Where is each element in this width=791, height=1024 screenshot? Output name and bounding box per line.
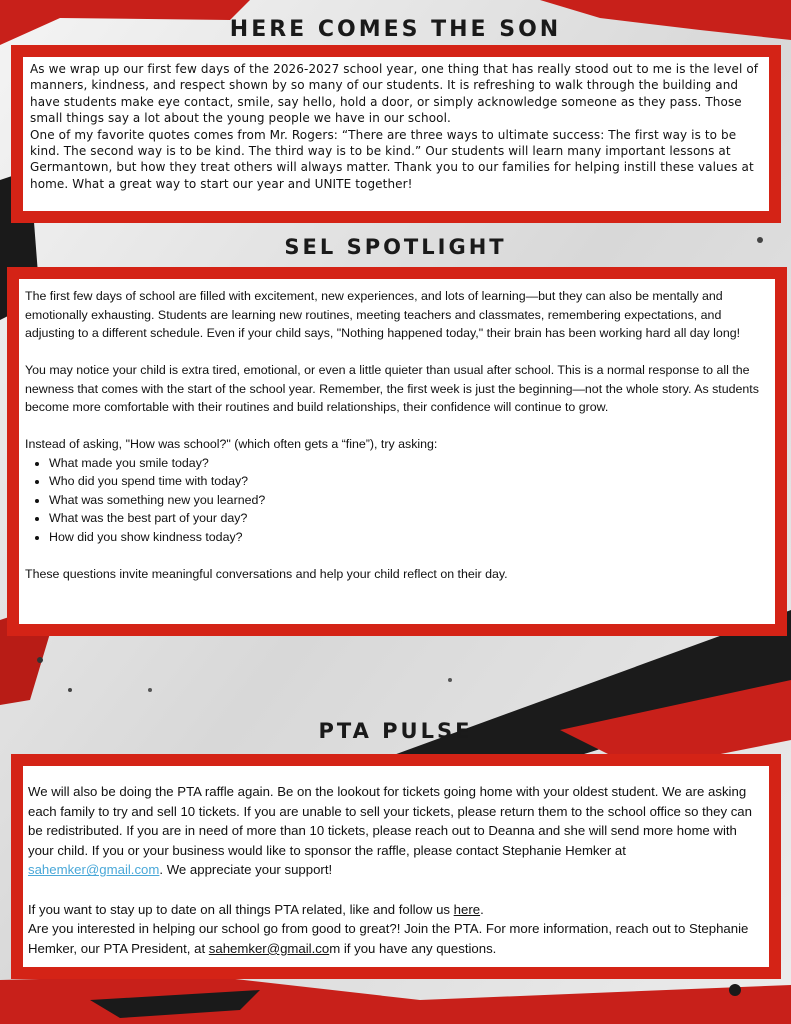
panel-content [23,766,769,967]
list-item: • What made you smile today? [49,454,769,473]
pta-follow-paragraph [28,900,763,920]
sel-questions-intro: Instead of asking, "How was school?" (which often gets a “fine”), try asking: [25,437,438,451]
here-link[interactable]: here [453,901,481,917]
section-title-sel-spotlight: SEL SPOTLIGHT [284,235,507,259]
pta-join-paragraph [28,919,763,958]
email-link[interactable]: sahemker@gmail.com [28,862,160,878]
panel-content [19,279,775,624]
panel-sel-spotlight [7,267,787,636]
follow-text: If you want to stay up to date on all things PTA related, like and follow us [28,901,454,917]
follow-tail: . [480,901,484,917]
sel-closing: These questions invite meaningful conversations and help your child reflect on their day. [25,566,508,581]
welcome-paragraph: As we wrap up our first few days of the 2026-2027 school year, one thing that has really stood out to me is the level of manners, kindness, and respect shown by so many of our students. It is refreshing to walk through the building and have students make eye contact, smile, say hello, hold a door, or simply acknowledge someone as they pass. Those small things say a lot about the young people we have in our school. [30,62,759,126]
panel-pta-pulse [11,754,781,979]
list-item: • How did you show kindness today? [49,528,769,547]
raffle-text: We will also be doing the PTA raffle again. Be on the lookout for tickets going home with your oldest student. We are asking each family to try and sell 10 tickets. If you are unable to sell your tickets, please return them to the school office so they can be redistributed. If you are in need of more than 10 tickets, please reach out to Deanna and she will send more home with your child. If you or your business would like to sponsor the raffle, please contact Stephanie Hemker at [28,784,752,858]
quote-paragraph: One of my favorite quotes comes from Mr. Rogers: “There are three ways to ultimate success: The first way is to be kind. The second way is to be kind. The third way is to be kind.” Our students will learn many important lessons at Germantown, but how they treat others will always matter. Thank you to our families for helping instill these values at home. What a great way to start our year and UNITE together! [30,127,754,191]
raffle-tail: . We appreciate your support! [159,862,333,878]
section-title-here-comes-the-son: HERE COMES THE SON [229,17,562,42]
panel-content [23,57,769,211]
sel-paragraph-1: The first few days of school are filled with excitement, new experiences, and lots of learning—but they can also be mentally and emotionally exhausting. Students are learning new routines, meeting teachers and classmates, remembering expectations, and adjusting to a different schedule. Even if your child says, "Nothing happened today," their brain has been working hard all day long! [25,289,741,340]
list-item: • What was something new you learned? [49,491,769,510]
president-email-link[interactable]: sahemker@gmail.co [208,940,330,956]
question-list [25,454,769,547]
join-text: Are you interested in helping our school go from good to great?! Join the PTA. For more information, reach out to Stephanie Hemker, our PTA President, at [28,921,749,956]
panel-here-comes-the-son [11,45,781,223]
pta-raffle-paragraph [28,782,763,880]
sel-paragraph-2: You may notice your child is extra tired, emotional, or even a little quieter than usual after school. This is a normal response to all the newness that comes with the start of the school year. Remember, the first week is just the beginning—not the whole story. As students become more comfortable with their routines and build relationships, their confidence will continue to grow. [25,363,759,414]
list-item: • Who did you spend time with today? [49,472,769,491]
join-tail: m if you have any questions. [329,940,497,956]
section-title-pta-pulse: PTA PULSE [318,719,473,743]
list-item: • What was the best part of your day? [49,509,769,528]
